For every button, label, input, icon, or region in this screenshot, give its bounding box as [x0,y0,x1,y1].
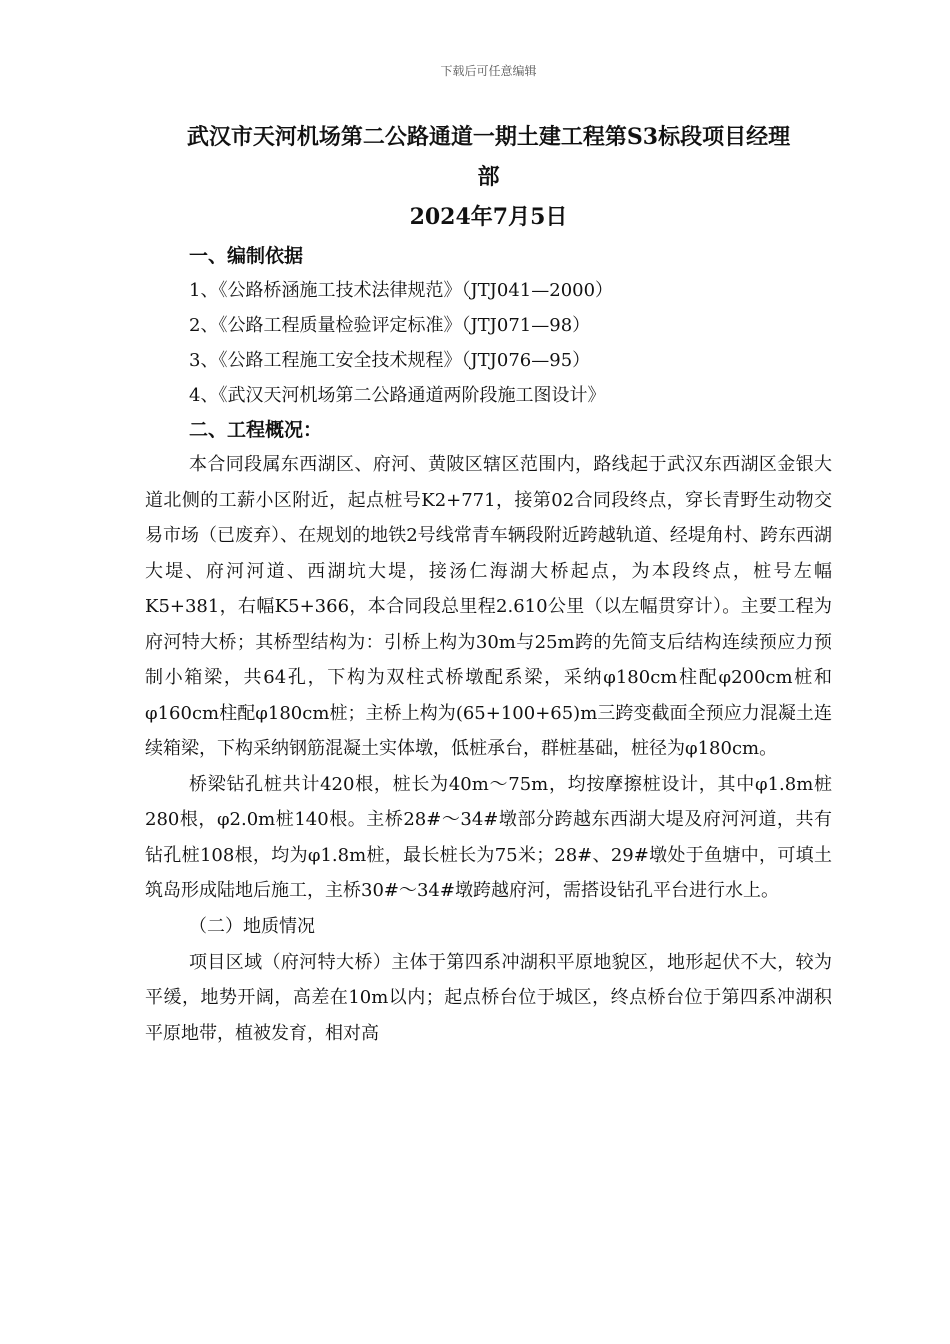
reference-item: 2、《公路工程质量检验评定标准》（JTJ071—98） [189,315,591,336]
reference-item: 1、《公路桥涵施工技术法律规范》（JTJ041—2000） [189,280,614,301]
geology-paragraph-1: 项目区域（府河特大桥）主体于第四系冲湖积平原地貌区，地形起伏不大，较为平缓，地势开阔，高差在10m以内；起点桥台位于城区，终点桥台位于第四系冲湖积平原地带，植被发育，相对高 [145,951,832,1044]
document-title-line2: 部 [477,164,500,190]
section-heading-basis: 一、编制依据 [189,245,304,267]
section-heading-overview: 二、工程概况： [189,419,323,441]
reference-item: 4、《武汉天河机场第二公路通道两阶段施工图设计》 [189,385,606,406]
document-date: 2024年7月5日 [409,204,568,230]
overview-paragraph-2: 桥梁钻孔桩共计420根，桩长为40m～75m，均按摩擦桩设计，其中φ1.8m桩280根，φ2.0m桩140根。主桥28#～34#墩部分跨越东西湖大堤及府河河道，共有钻孔桩108根，均为φ1.8m桩，最长桩长为75米；28#、29#墩处于鱼塘中，可填土筑岛形成陆地后施工，主桥30#～34#墩跨越府河，需搭设钻孔平台进行水上。 [145,773,832,901]
section-heading-geology: （二）地质情况 [189,915,315,937]
overview-paragraph-1: 本合同段属东西湖区、府河、黄陂区辖区范围内，路线起于武汉东西湖区金银大道北侧的工薪小区附近，起点桩号K2+771，接第02合同段终点，穿长青野生动物交易市场（已废弃）、在规划的地铁2号线常青车辆段附近跨越轨道、经堤角村、跨东西湖大堤、府河河道、西湖坑大堤，接汤仁海湖大桥起点，为本段终点，桩号左幅K5+381，右幅K5+366，本合同段总里程2.610公里（以左幅贯穿计）。主要工程为府河特大桥；其桥型结构为：引桥上构为30m与25m跨的先简支后结构连续预应力预制小箱梁，共64孔，下构为双柱式桥墩配系梁，采纳φ180cm柱配φ200cm桩和φ160cm柱配φ180cm桩；主桥上构为(65+100+65)m三跨变截面全预应力混凝土连续箱梁，下构采纳钢筋混凝土实体墩，低桩承台，群桩基础，桩径为φ180cm。 [145,454,832,759]
watermark-text: 下载后可任意编辑 [440,64,537,78]
reference-item: 3、《公路工程施工安全技术规程》（JTJ076—95） [189,350,591,371]
document-title-line1: 武汉市天河机场第二公路通道一期土建工程第S3标段项目经理 [186,124,791,150]
